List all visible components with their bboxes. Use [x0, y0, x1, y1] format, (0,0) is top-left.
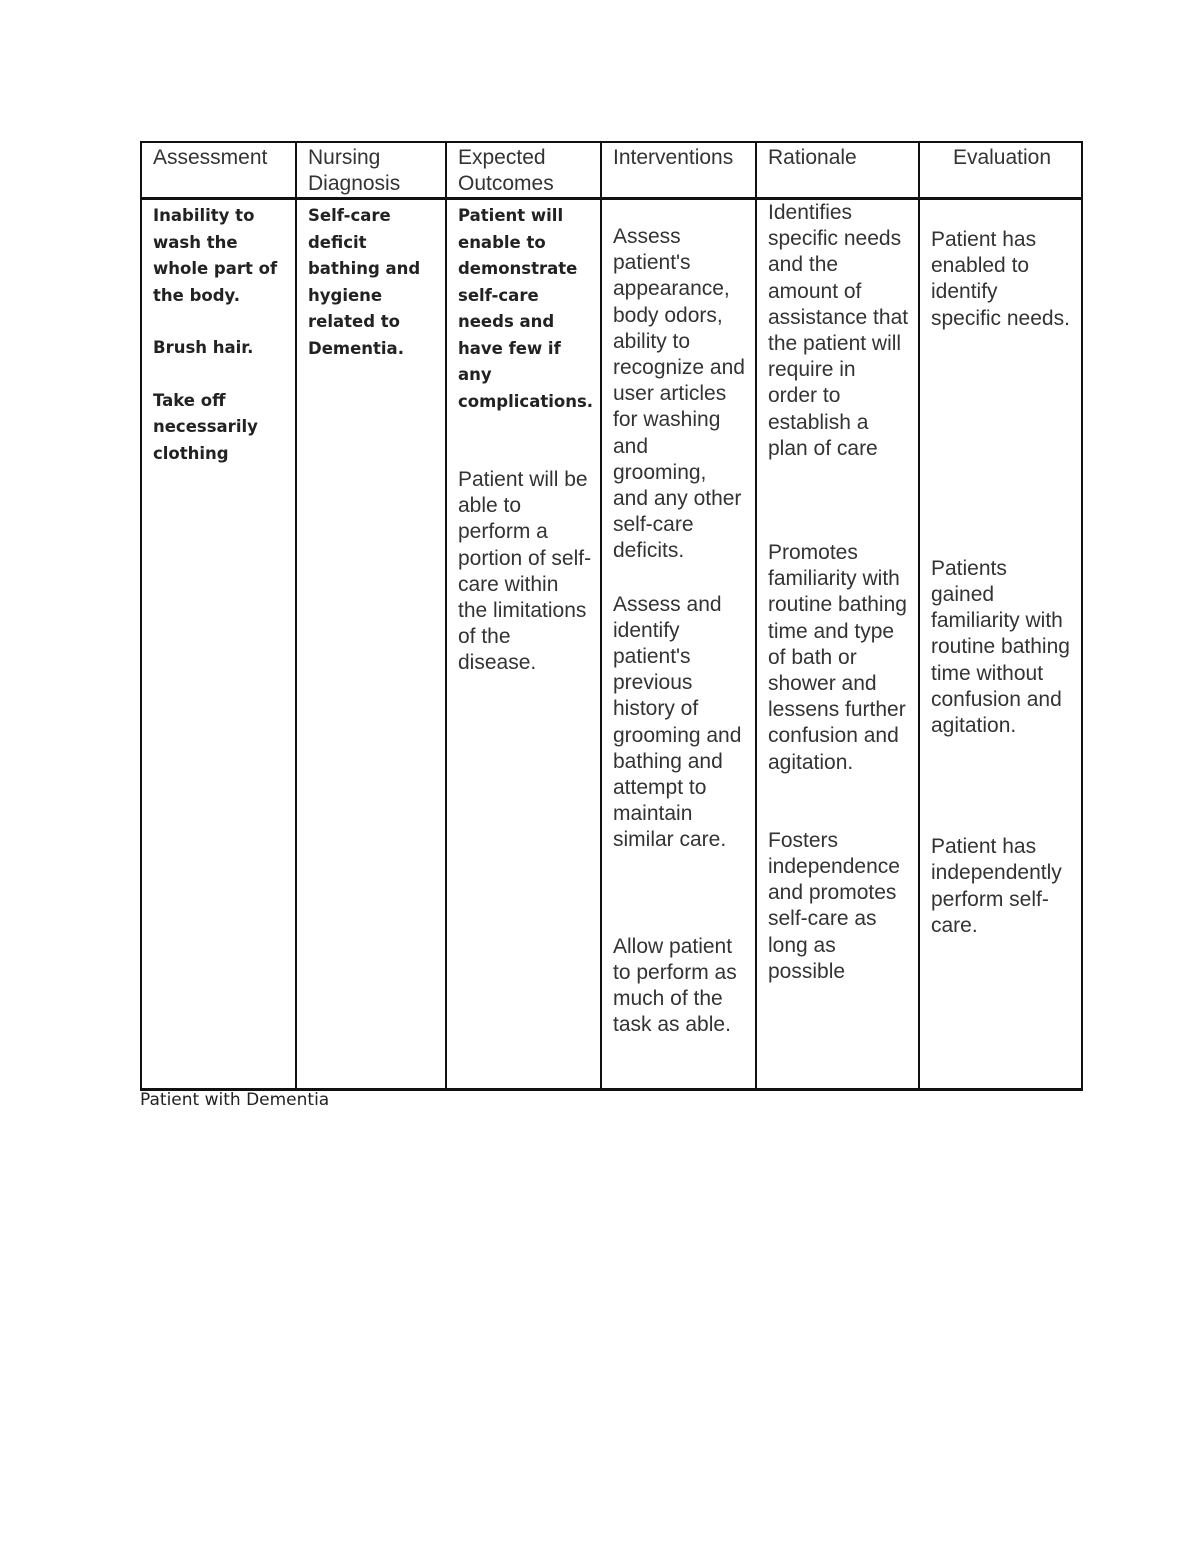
- rationale-item: Promotes familiarity with routine bathing time and type of bath or shower and lessens further confusion and agitation.: [768, 541, 907, 774]
- outcome-item: Patient will be able to perform a portion of self-care within the limitations of the disease.: [458, 468, 592, 675]
- cell-diagnosis: [296, 199, 446, 1090]
- diagnosis-text: Self-care deficit bathing and hygiene related to Dementia.: [308, 206, 421, 358]
- table-row: [141, 199, 1082, 1090]
- assessment-item: Take off necessarily clothing: [153, 390, 258, 463]
- evaluation-item: Patient has enabled to identify specific needs.: [931, 228, 1070, 330]
- header-nursing-diagnosis: Nursing Diagnosis: [296, 142, 446, 199]
- intervention-item: Allow patient to perform as much of the task as able.: [613, 934, 737, 1037]
- header-rationale: Rationale: [756, 142, 919, 199]
- intervention-item: Assess and identify patient's previous history of grooming and bathing and attempt to maintain similar care.: [613, 592, 742, 852]
- evaluation-item: Patient has independently perform self-care.: [931, 835, 1062, 937]
- header-evaluation: Evaluation: [919, 142, 1082, 199]
- header-row: [141, 142, 1082, 199]
- rationale-item: Fosters independence and promotes self-care as long as possible: [768, 828, 900, 983]
- cell-evaluation: [919, 199, 1082, 1090]
- cell-rationale: [756, 199, 919, 1090]
- intervention-item: Assess patient's appearance, body odors, ability to recognize and user articles for washing and grooming, and any other self-care deficits.: [613, 225, 745, 563]
- header-assessment: Assessment: [141, 142, 296, 199]
- header-expected-outcomes: Expected Outcomes: [446, 142, 601, 199]
- rationale-item: Identifies specific needs and the amount of assistance that the patient will require in order to establish a plan of care: [768, 201, 909, 460]
- cell-interventions: [601, 199, 756, 1090]
- outcome-item: Patient will enable to demonstrate self-care needs and have few if any complications.: [458, 206, 594, 411]
- header-interventions: Interventions: [601, 142, 756, 199]
- evaluation-item: Patients gained familiarity with routine bathing time without confusion and agitation.: [931, 556, 1070, 738]
- cell-outcomes: [446, 199, 601, 1090]
- nursing-care-plan-table: [140, 141, 1083, 1091]
- table-caption: Patient with Dementia: [140, 1090, 330, 1110]
- assessment-item: Brush hair.: [153, 338, 254, 357]
- cell-assessment: [141, 199, 296, 1090]
- assessment-item: Inability to wash the whole part of the body.: [153, 206, 278, 305]
